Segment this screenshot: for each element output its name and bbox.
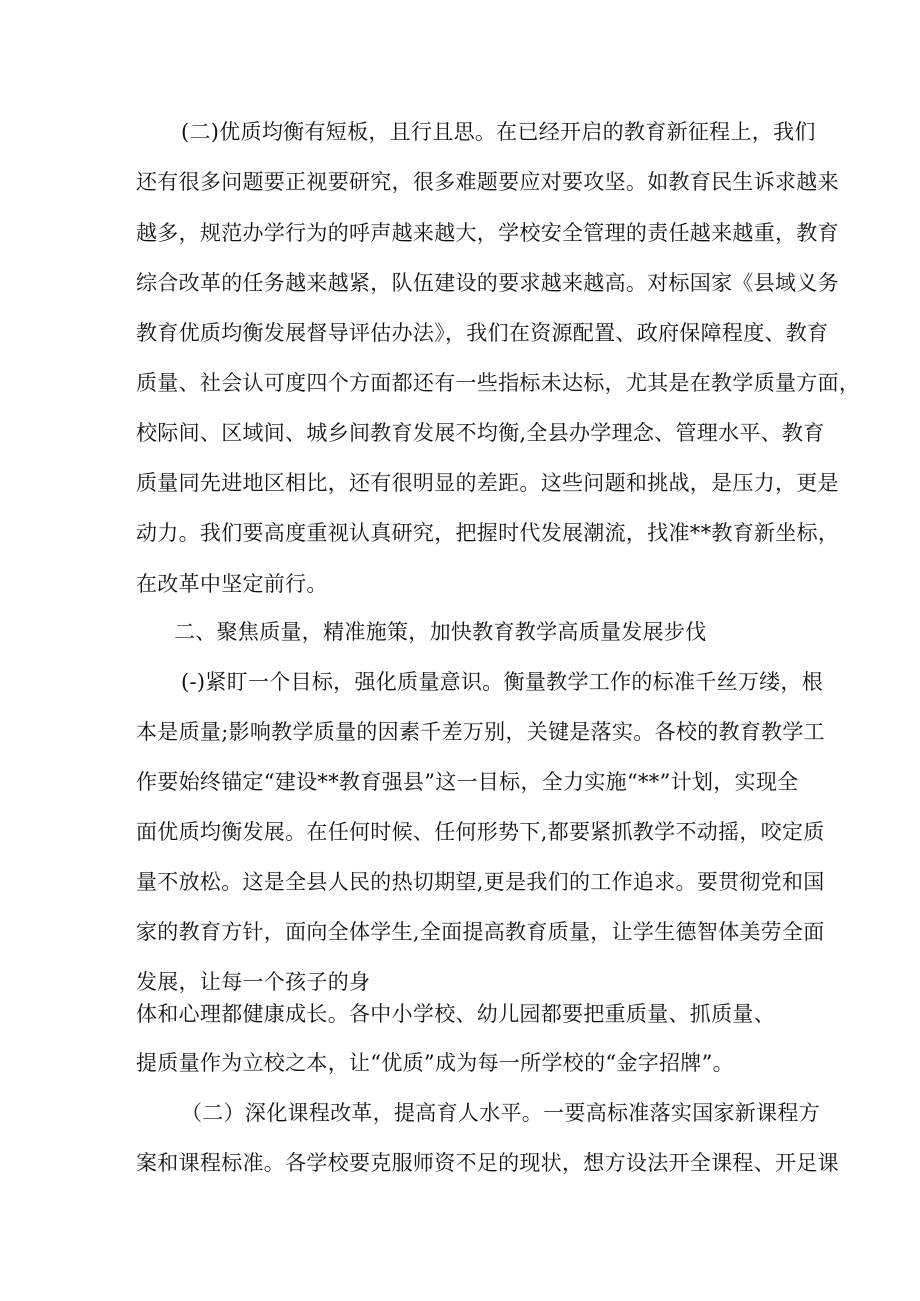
text-line: 还有很多问题要正视要研究，很多难题要应对要攻坚。如教育民生诉求越来: [136, 170, 839, 194]
text-line: 发展，让每一个孩子的身: [136, 970, 371, 994]
text-line: 家的教育方针，面向全体学生,全面提高教育质量，让学生德智体美劳全面: [136, 920, 825, 944]
text-line: 体和心理都健康成长。各中小学校、幼儿园都要把重质量、抓质量、: [136, 1002, 775, 1026]
text-line: (-)紧盯一个目标，强化质量意识。衡量教学工作的标准千丝万缕，根: [181, 670, 824, 694]
text-line: 质量、社会认可度四个方面都还有一些指标未达标，尤其是在教学质量方面，: [136, 371, 861, 395]
text-line: 在改革中坚定前行。: [136, 572, 328, 596]
text-line: 案和课程标准。各学校要克服师资不足的现状，想方设法开全课程、开足课: [136, 1151, 839, 1175]
text-line: 本是质量;影响教学质量的因素千差万别，关键是落实。各校的教育教学工: [136, 720, 825, 744]
text-line: （二）深化课程改革，提高育人水平。一要高标准落实国家新课程方: [181, 1101, 820, 1125]
section-heading: 二、聚焦质量，精准施策，加快教育教学高质量发展步伐: [174, 620, 707, 644]
text-line: 质量同先进地区相比，还有很明显的差距。这些问题和挑战，是压力，更是: [136, 471, 839, 495]
text-line: 提质量作为立校之本，让“优质”成为每一所学校的“金字招牌”。: [136, 1051, 734, 1075]
text-line: 量不放松。这是全县人民的热切期望,更是我们的工作追求。要贯彻党和国: [136, 870, 825, 894]
text-line: 越多，规范办学行为的呼声越来越大，学校安全管理的责任越来越重，教育: [136, 221, 839, 245]
text-line: (二)优质均衡有短板，且行且思。在已经开启的教育新征程上，我们: [181, 120, 816, 144]
text-line: 校际间、区域间、城乡间教育发展不均衡,全县办学理念、管理水平、教育: [136, 421, 825, 445]
text-line: 综合改革的任务越来越紧，队伍建设的要求越来越高。对标国家《县域义务: [136, 271, 839, 295]
text-line: 动力。我们要高度重视认真研究，把握时代发展潮流，找准**教育新坐标，: [136, 521, 840, 545]
text-line: 作要始终锚定“建设**教育强县”这一目标，全力实施“**”计划，实现全: [136, 770, 799, 794]
text-line: 教育优质均衡发展督导评估办法》，我们在资源配置、政府保障程度、教育: [136, 321, 829, 345]
text-line: 面优质均衡发展。在任何时候、任何形势下,都要紧抓教学不动摇，咬定质: [136, 820, 825, 844]
